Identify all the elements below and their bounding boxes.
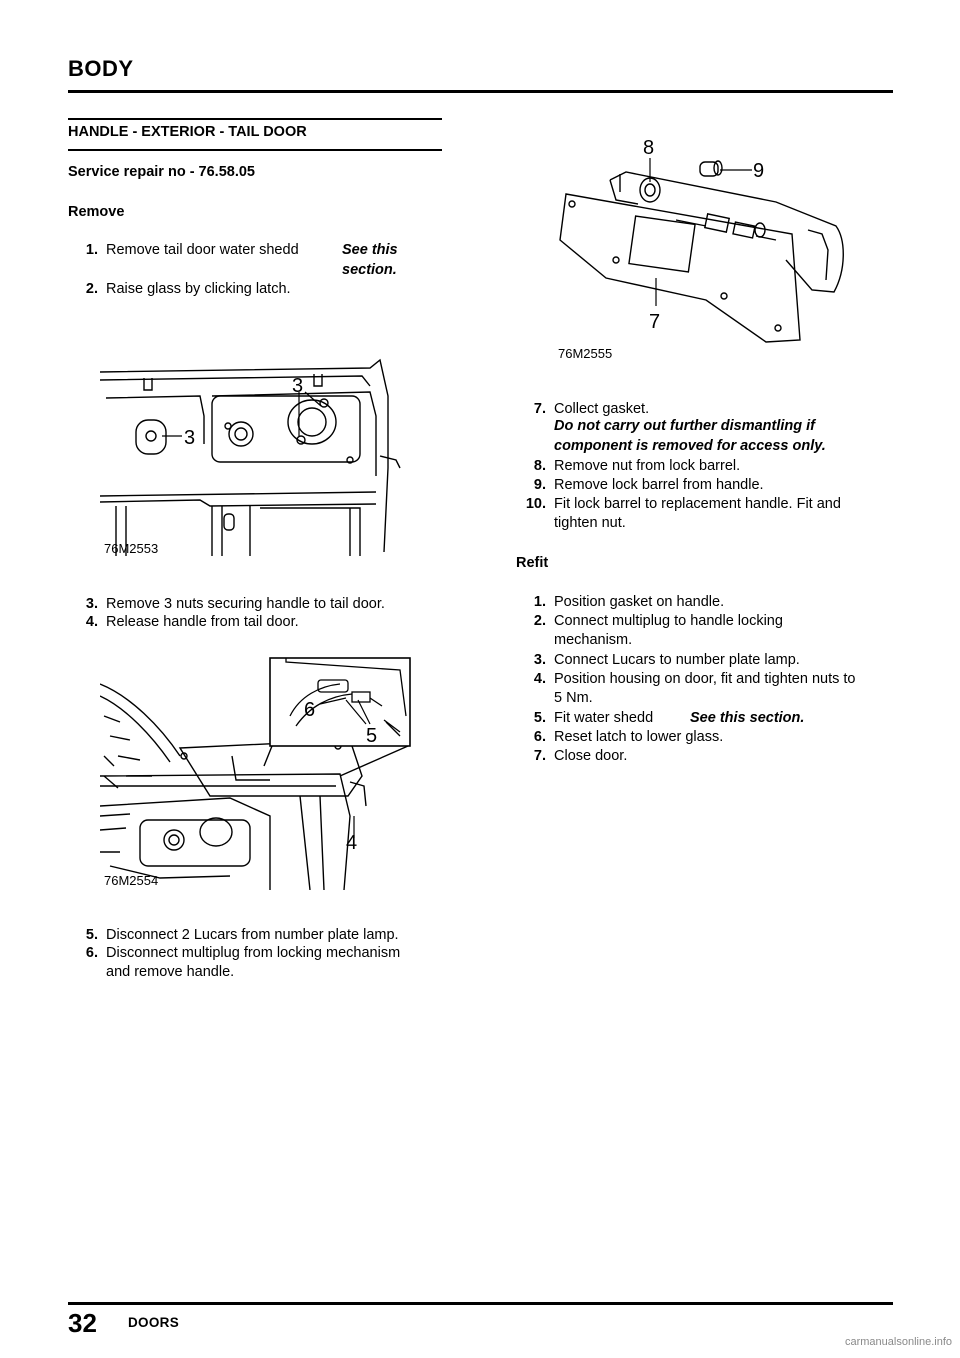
cross-reference-link[interactable]: See this section. [342,242,398,278]
step-text: Connect Lucars to number plate lamp. [554,652,800,668]
step-number: 3. [85,596,98,612]
step-text: Collect gasket. [554,401,650,417]
step-text: Fit water shedd [554,710,654,726]
step-text: Disconnect 2 Lucars from number plate lamp. [106,927,399,943]
callout-3-top: 3 [292,375,304,397]
figure-illustration [100,356,406,556]
remove-step-2 [68,280,448,300]
callout-8: 8 [643,137,655,159]
refit-step-7 [516,747,906,767]
step-number: 5. [533,710,546,726]
step-number: 6. [85,945,98,961]
remove-step-8 [516,457,906,477]
step-number: 1. [533,594,546,610]
remove-heading: Remove [68,204,125,220]
refit-step-4 [516,670,906,710]
caution-note-line-2: component is removed for access only. [554,438,826,454]
step-text-continued: mechanism. [554,632,633,648]
step-text: Position housing on door, fit and tighten nuts to [554,671,856,687]
section-rule-top [68,118,442,120]
callout-6: 6 [304,699,316,721]
remove-step-1 [68,241,448,281]
refit-step-3 [516,651,906,671]
remove-step-5 [68,926,448,946]
refit-heading: Refit [516,555,549,571]
step-text-continued: 5 Nm. [554,690,593,706]
step-text: Connect multiplug to handle locking [554,613,783,629]
step-text: Remove lock barrel from handle. [554,477,764,493]
figure-76m2554 [100,656,412,890]
service-repair-number: Service repair no - 76.58.05 [68,164,255,180]
step-number: 2. [85,281,98,297]
figure-caption: 76M2553 [104,541,159,556]
cross-reference-link[interactable]: See this section. [690,710,805,726]
footer-rule [68,1302,893,1305]
callout-4: 4 [346,832,358,854]
section-title: HANDLE - EXTERIOR - TAIL DOOR [68,124,307,140]
step-text: Close door. [554,748,628,764]
callout-9: 9 [753,160,765,182]
remove-step-4 [68,613,448,633]
step-text: Fit lock barrel to replacement handle. Fit and [554,496,841,512]
figure-illustration [546,130,866,362]
step-number: 4. [533,671,546,687]
callout-3-left: 3 [184,427,196,449]
callout-7: 7 [649,311,661,333]
figure-caption: 76M2555 [558,346,613,361]
page-number: 32 [68,1308,97,1338]
step-text-continued: and remove handle. [106,964,235,980]
step-number: 4. [85,614,98,630]
step-number: 2. [533,613,546,629]
step-text: Remove nut from lock barrel. [554,458,741,474]
step-text-continued: tighten nut. [554,515,626,531]
remove-step-9 [516,476,906,496]
footer-section-name: DOORS [128,1315,180,1330]
figure-illustration [100,656,412,890]
refit-step-6 [516,728,906,748]
step-text: Remove tail door water shedd [106,242,299,258]
refit-step-1 [516,593,906,613]
step-number: 1. [85,242,98,258]
refit-step-2 [516,612,906,652]
section-rule-bottom [68,149,442,151]
step-number: 6. [533,729,546,745]
step-text: Reset latch to lower glass. [554,729,724,745]
remove-step-7 [516,400,906,420]
step-number: 7. [533,748,546,764]
step-number: 8. [533,458,546,474]
remove-step-6 [68,944,448,984]
header-rule [68,90,893,93]
step-number: 10. [525,496,546,512]
remove-step-3 [68,595,448,615]
refit-step-5 [516,709,906,729]
step-text: Remove 3 nuts securing handle to tail door. [106,596,385,612]
step-text: Raise glass by clicking latch. [106,281,291,297]
caution-note-line-1: Do not carry out further dismantling if [554,418,816,434]
page-header-title: BODY [68,56,134,81]
figure-76m2553 [100,356,406,556]
step-number: 9. [533,477,546,493]
remove-step-10 [516,495,906,535]
step-number: 3. [533,652,546,668]
callout-5: 5 [366,725,378,747]
watermark-text: carmanualsonline.info [844,1336,952,1348]
step-number: 5. [85,927,98,943]
figure-caption: 76M2554 [104,873,159,888]
step-text: Position gasket on handle. [554,594,725,610]
step-number: 7. [533,401,546,417]
figure-76m2555 [546,130,866,362]
step-text: Disconnect multiplug from locking mechanism [106,945,401,961]
step-text: Release handle from tail door. [106,614,299,630]
